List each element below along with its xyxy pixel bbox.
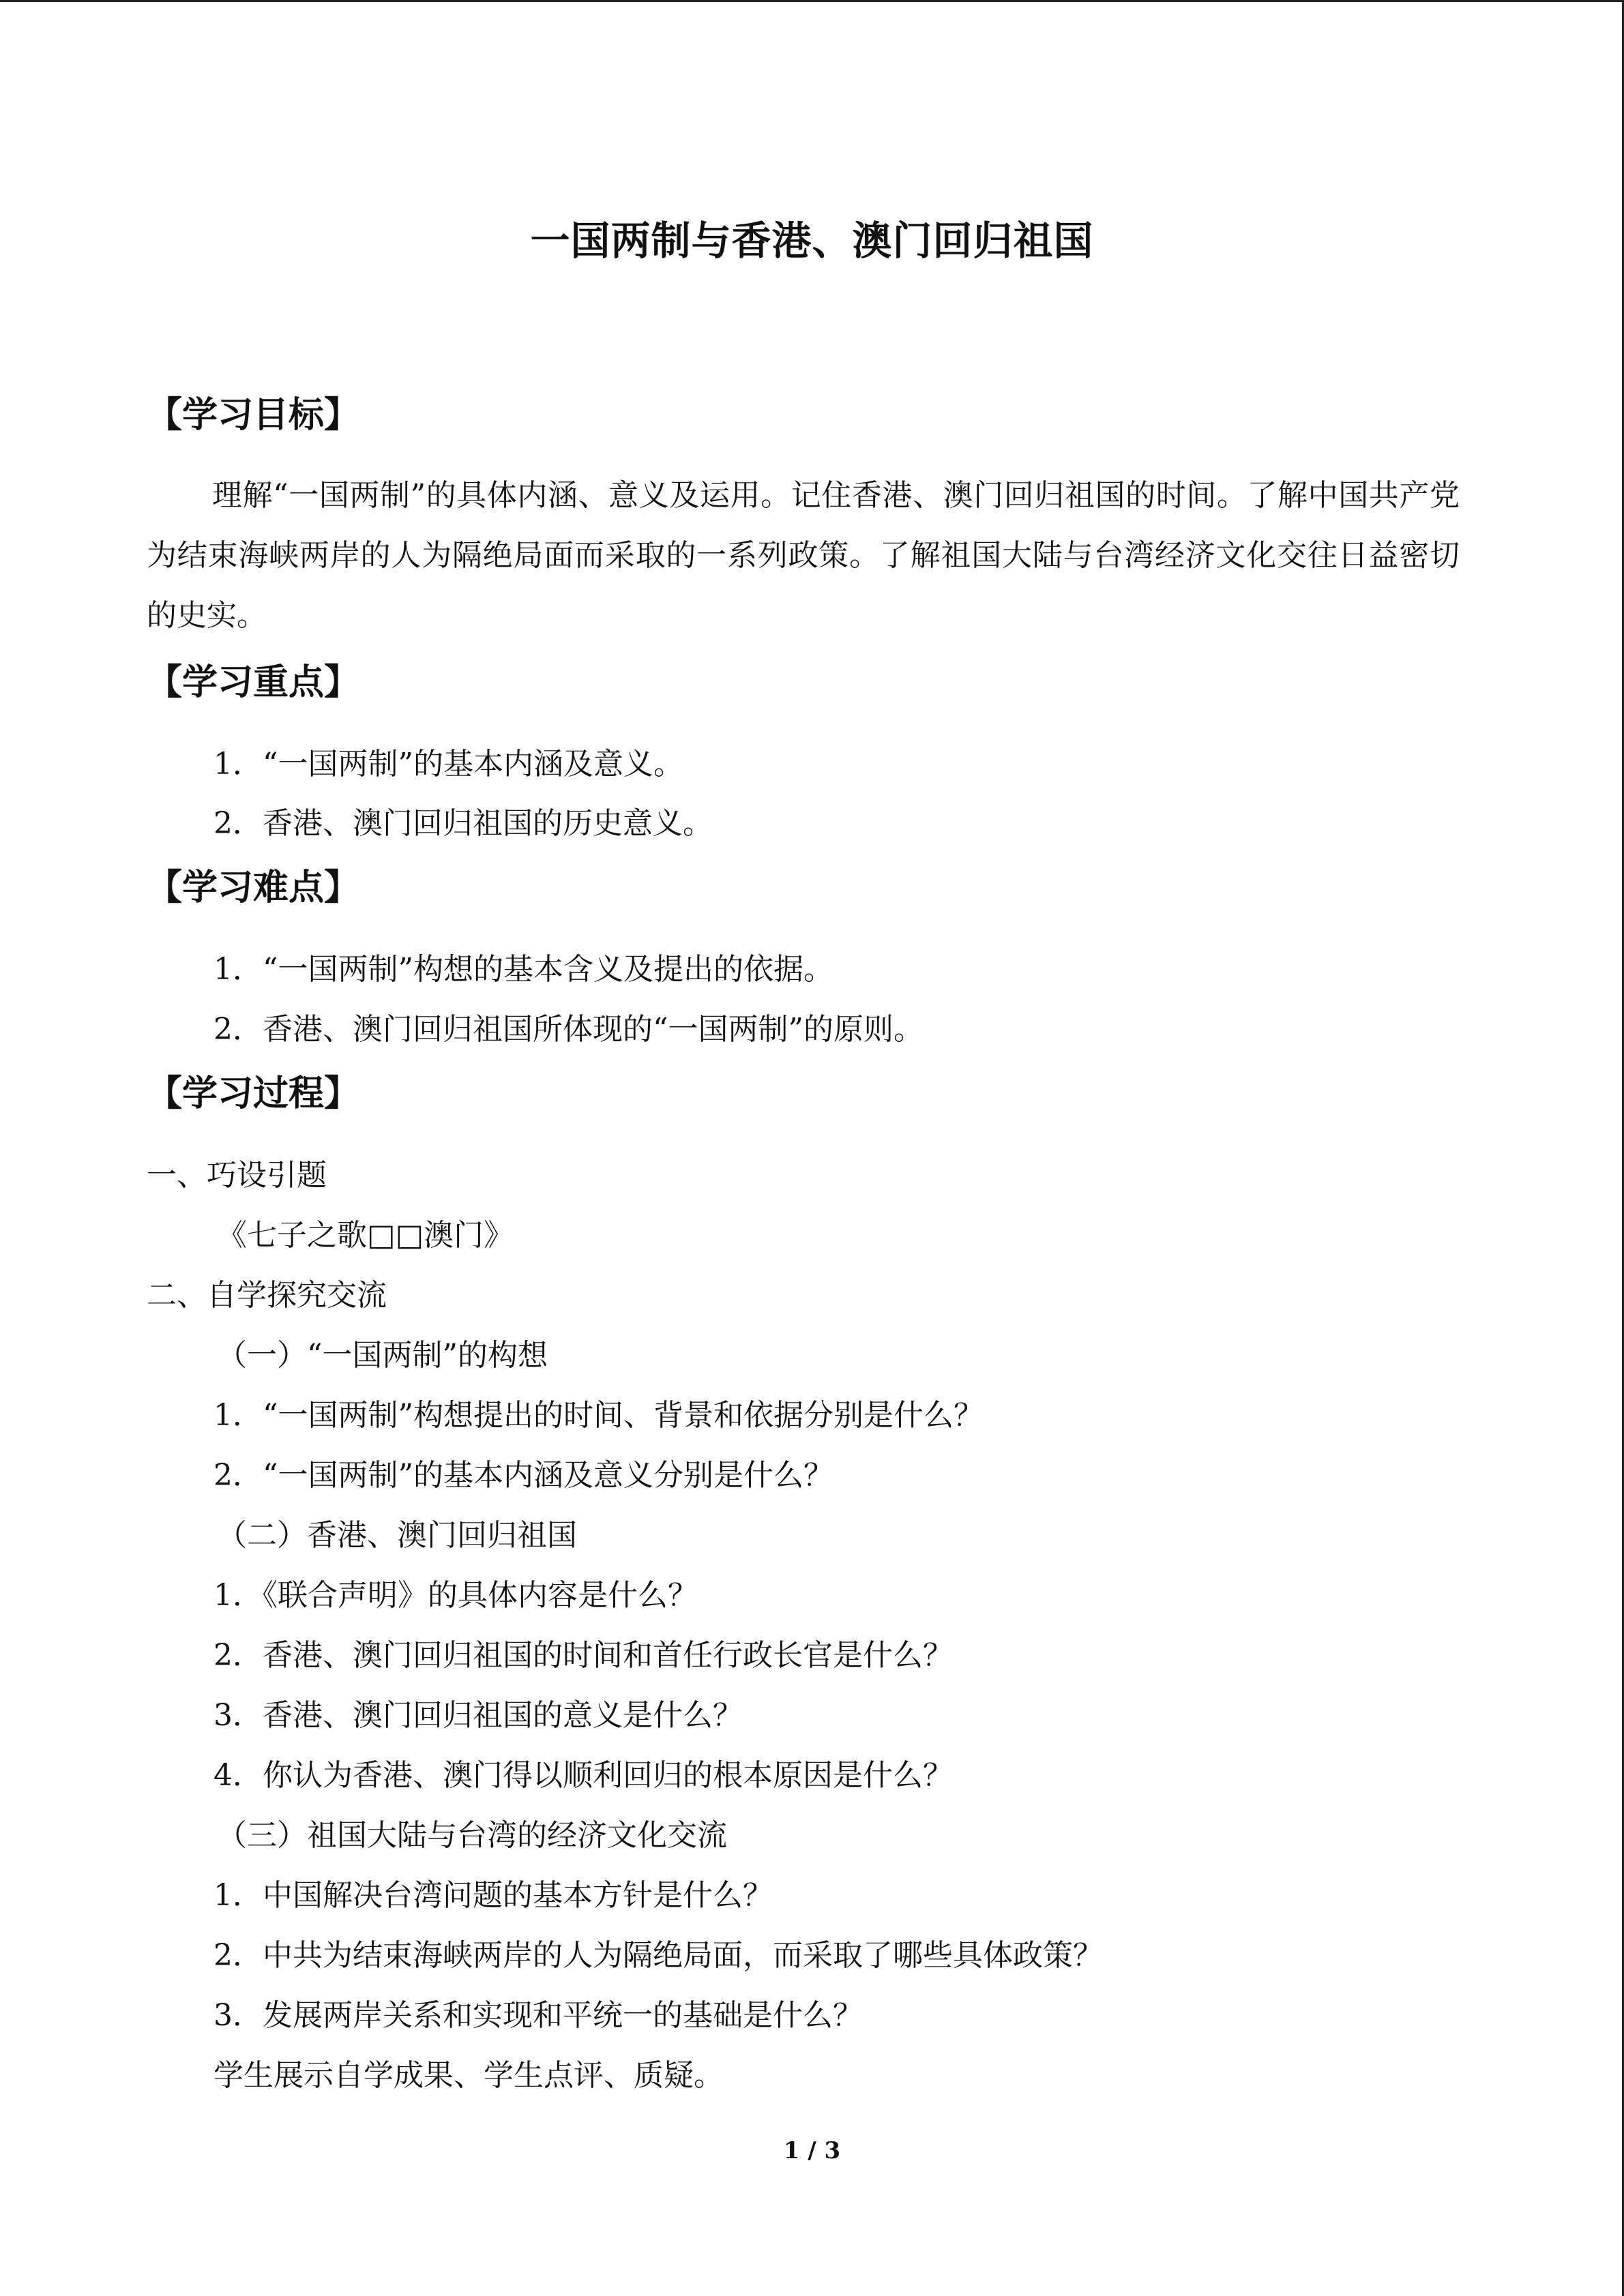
difficulty-item: 2．香港、澳门回归祖国所体现的“一国两制”的原则。 xyxy=(213,1012,924,1047)
sub2-item: 1．《联合声明》的具体内容是什么？ xyxy=(213,1578,698,1613)
difficulty-item: 1．“一国两制”构想的基本含义及提出的依据。 xyxy=(213,952,833,987)
sub2-item: 2．香港、澳门回归祖国的时间和首任行政长官是什么？ xyxy=(213,1638,953,1673)
key-point-item: 2．香港、澳门回归祖国的历史意义。 xyxy=(213,806,713,841)
sub3-item: 3．发展两岸关系和实现和平统一的基础是什么？ xyxy=(213,1998,863,2033)
sub2-item: 3．香港、澳门回归祖国的意义是什么？ xyxy=(213,1698,743,1733)
part1-item: 《七子之歌□□澳门》 xyxy=(217,1218,514,1253)
process-heading: 【学习过程】 xyxy=(147,1073,360,1114)
objectives-heading: 【学习目标】 xyxy=(147,394,360,436)
closing-line: 学生展示自学成果、学生点评、质疑。 xyxy=(213,2058,724,2093)
sub1-item: 1．“一国两制”构想提出的时间、背景和依据分别是什么？ xyxy=(213,1398,984,1433)
objectives-paragraph: 理解“一国两制”的具体内涵、意义及运用。记住香港、澳门回归祖国的时间。了解中国共产党为结束海峡两岸的人为隔绝局面而采取的一系列政策。了解祖国大陆与台湾经济文化交往日益密切的史实。 xyxy=(147,478,1460,633)
difficulties-heading: 【学习难点】 xyxy=(147,867,360,908)
page-number: 1 / 3 xyxy=(783,2137,841,2164)
key-points-heading: 【学习重点】 xyxy=(147,661,360,703)
part2-heading: 二、自学探究交流 xyxy=(147,1278,387,1313)
sub3-item: 2．中共为结束海峡两岸的人为隔绝局面，而采取了哪些具体政策？ xyxy=(213,1938,1103,1973)
key-point-item: 1．“一国两制”的基本内涵及意义。 xyxy=(213,747,683,781)
sub3-heading: （三）祖国大陆与台湾的经济文化交流 xyxy=(217,1818,727,1853)
sub1-item: 2．“一国两制”的基本内涵及意义分别是什么？ xyxy=(213,1458,833,1493)
sub1-heading: （一）“一国两制”的构想 xyxy=(217,1338,548,1373)
part1-heading: 一、巧设引题 xyxy=(147,1158,327,1193)
sub2-item: 4．你认为香港、澳门得以顺利回归的根本原因是什么？ xyxy=(213,1758,953,1793)
sub3-item: 1．中国解决台湾问题的基本方针是什么？ xyxy=(213,1878,773,1913)
sub2-heading: （二）香港、澳门回归祖国 xyxy=(217,1518,577,1553)
document-title: 一国两制与香港、澳门回归祖国 xyxy=(530,218,1094,264)
